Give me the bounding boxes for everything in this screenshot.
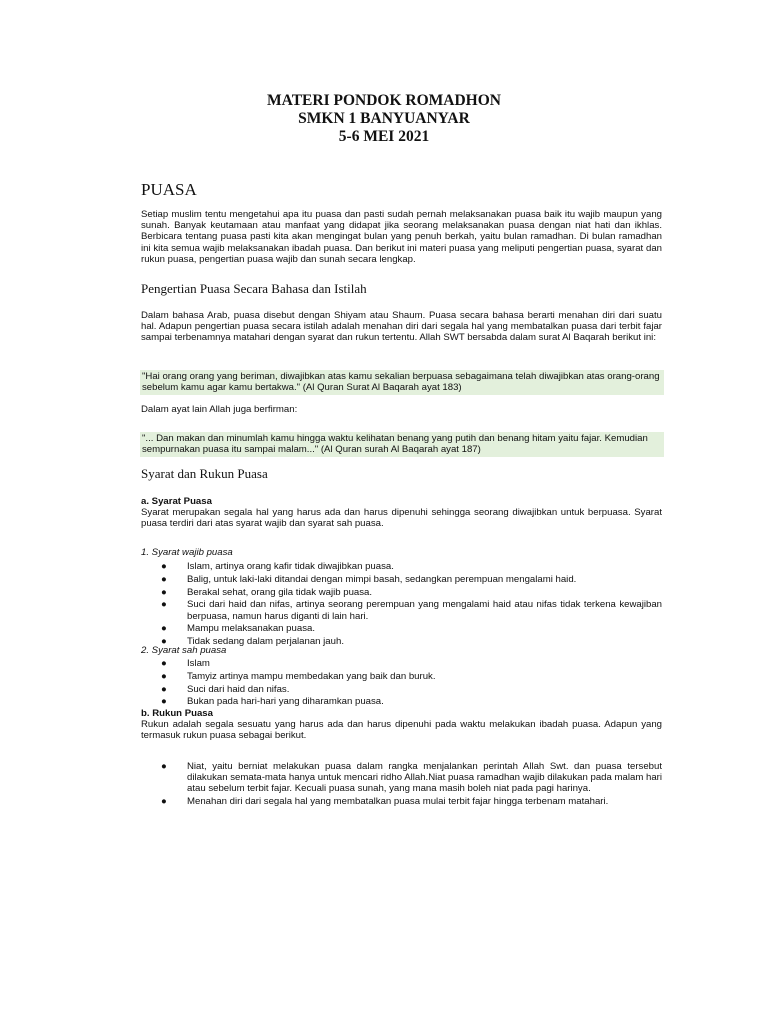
bullet-icon: ● <box>161 599 167 611</box>
list-item: ● Bukan pada hari-hari yang diharamkan puasa. <box>161 696 384 708</box>
bullet-icon: ● <box>161 636 167 648</box>
list-item: ● Tidak sedang dalam perjalanan jauh. <box>161 636 344 648</box>
list-item: ● Balig, untuk laki-laki ditandai dengan mimpi basah, sedangkan perempuan mengalami haid. <box>161 573 577 585</box>
list-item: ● Islam <box>161 658 210 669</box>
title-line-3: 5-6 MEI 2021 <box>338 128 430 145</box>
paragraph-puasa-intro: Setiap muslim tentu mengetahui apa itu puasa dan pasti sudah pernah melaksanakan puasa baik itu wajib maupun yang sunah. Banyak keutamaan atau manfaat yang didapat jika seorang melaksanakan puasa dengan niat hati dan ikhlas. Berbicara tentang puasa pasti kita akan mengingat bulan yang penuh berkah, yaitu bulan ramadhan. Di bulan ramadhan ini kita semua wajib melaksanakan ibadah puasa. Dan berikut ini materi puasa yang meliputi pengertian puasa, syarat dan rukun puasa, pengertian puasa wajib dan sunah secara lengkap. <box>141 209 662 265</box>
list-item: ● Berakal sehat, orang gila tidak wajib puasa. <box>161 586 373 598</box>
list-item: ● Suci dari haid dan nifas, artinya seorang perempuan yang mengalami haid atau nifas tidak terkena kewajiban berpuasa, namun harus diganti di lain hari. <box>161 599 662 622</box>
bullet-icon: ● <box>161 658 167 669</box>
quote-al-baqarah-187: "... Dan makan dan minumlah kamu hingga waktu kelihatan benang yang putih dan benang hitam yaitu fajar. Kemudian sempurnakan puasa itu sampai malam..." (Al Quran surah Al Baqarah ayat 187) <box>140 432 664 457</box>
heading-syarat-rukun: Syarat dan Rukun Puasa <box>141 466 268 481</box>
bullet-icon: ● <box>161 670 167 682</box>
bullet-icon: ● <box>161 561 167 572</box>
bullet-icon: ● <box>161 761 167 772</box>
bullet-icon: ● <box>161 573 167 585</box>
bullet-icon: ● <box>161 586 167 598</box>
list-syarat-sah <box>141 658 662 709</box>
subheading-rukun-puasa: b. Rukun Puasa <box>141 708 213 719</box>
list-item: ● Mampu melaksanakan puasa. <box>161 623 315 635</box>
bullet-icon: ● <box>161 796 167 808</box>
heading-puasa: PUASA <box>141 180 197 199</box>
subheading-syarat-wajib: 1. Syarat wajib puasa <box>141 547 233 558</box>
heading-pengertian: Pengertian Puasa Secara Bahasa dan Istilah <box>141 281 367 296</box>
subheading-syarat-sah: 2. Syarat sah puasa <box>141 645 227 656</box>
list-item: ● Menahan diri dari segala hal yang membatalkan puasa mulai terbit fajar hingga terbenam matahari. <box>161 796 609 808</box>
bullet-icon: ● <box>161 623 167 635</box>
bullet-icon: ● <box>161 696 167 708</box>
document-title <box>0 92 768 146</box>
paragraph-ayat-lain: Dalam ayat lain Allah juga berfirman: <box>141 404 298 415</box>
bullet-icon: ● <box>161 683 167 695</box>
list-rukun-puasa <box>141 761 662 809</box>
title-line-2: SMKN 1 BANYUANYAR <box>298 110 470 127</box>
subheading-syarat-puasa: a. Syarat Puasa <box>141 496 212 507</box>
paragraph-pengertian: Dalam bahasa Arab, puasa disebut dengan Shiyam atau Shaum. Puasa secara bahasa berarti menahan diri dari suatu hal. Adapun pengertian puasa secara istilah adalah menahan diri dari segala hal yang membatalkan puasa dari terbit fajar sampai terbenamnya matahari dengan syarat dan rukun tertentu. Allah SWT bersabda dalam surat Al Baqarah berikut ini: <box>141 310 662 344</box>
list-item: ● Tamyiz artinya mampu membedakan yang baik dan buruk. <box>161 670 436 682</box>
title-line-1: MATERI PONDOK ROMADHON <box>267 92 501 109</box>
list-item: ● Niat, yaitu berniat melakukan puasa dalam rangka menjalankan perintah Allah Swt. dan puasa tersebut dilakukan semata-mata hanya untuk mencari ridho Allah.Niat puasa ramadhan wajib dilakukan pada malam hari atau sebelum terbit fajar. Kecuali puasa sunah, yang mana masih boleh niat pada pagi harinya. <box>161 761 662 795</box>
paragraph-syarat-puasa: Syarat merupakan segala hal yang harus ada dan harus dipenuhi sehingga seorang diwajibkan untuk berpuasa. Syarat puasa terdiri dari atas syarat wajib dan syarat sah puasa. <box>141 507 662 530</box>
list-item: ● Suci dari haid dan nifas. <box>161 683 290 695</box>
quote-al-baqarah-183: "Hai orang orang yang beriman, diwajibkan atas kamu sekalian berpuasa sebagaimana telah diwajibkan atas orang-orang sebelum kamu agar kamu bertakwa." (Al Quran Surat Al Baqarah ayat 183) <box>140 370 664 395</box>
paragraph-rukun-puasa: Rukun adalah segala sesuatu yang harus ada dan harus dipenuhi pada waktu melakukan ibadah puasa. Adapun yang termasuk rukun puasa sebagai berikut. <box>141 719 662 742</box>
list-item: ● Islam, artinya orang kafir tidak diwajibkan puasa. <box>161 561 394 572</box>
list-syarat-wajib <box>141 561 662 649</box>
